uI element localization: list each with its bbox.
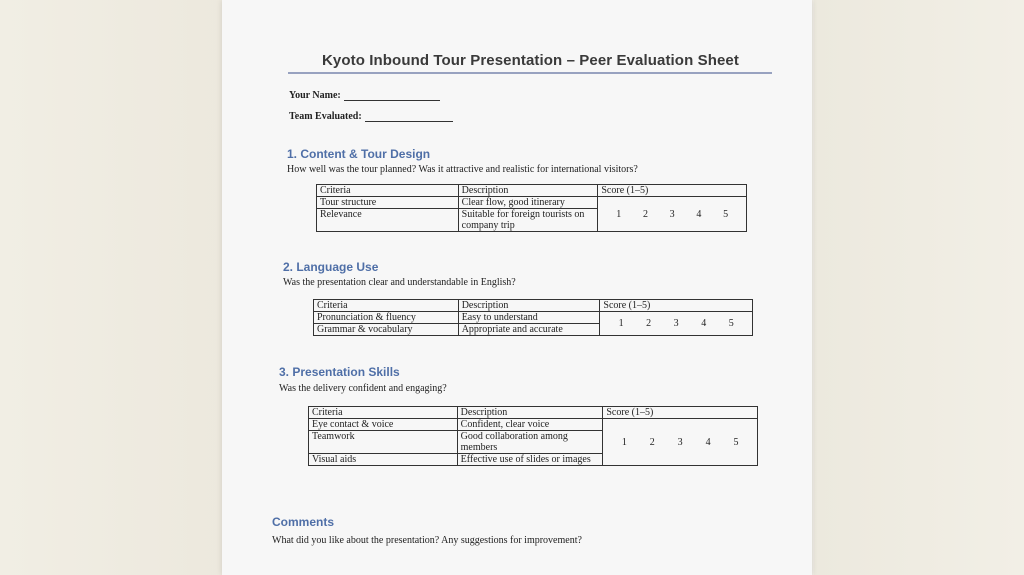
comments-heading: Comments [272,515,335,529]
score-option-3[interactable]: 3 [677,436,683,448]
criteria-cell: Visual aids [309,454,458,466]
score-scale[interactable] [601,209,743,220]
table-header-criteria: Criteria [314,300,459,312]
team-evaluated-label: Team Evaluated: [289,111,362,122]
section-2-table [313,299,753,336]
score-scale[interactable] [606,437,754,448]
score-option-3[interactable]: 3 [669,208,675,220]
criteria-cell: Grammar & vocabulary [314,324,459,336]
score-option-4[interactable]: 4 [701,318,707,329]
section-1-question: How well was the tour planned? Was it attractive and realistic for international visitors? [287,164,638,175]
your-name-blank[interactable] [344,90,440,101]
description-cell: Easy to understand [458,312,600,324]
table-header-description: Description [458,185,598,197]
description-cell: Good collaboration among members [457,431,603,454]
criteria-cell: Eye contact & voice [309,419,458,431]
section-2-question: Was the presentation clear and understandable in English? [283,277,516,288]
score-option-2[interactable]: 2 [646,318,652,329]
score-option-1[interactable]: 1 [618,318,624,329]
description-cell: Clear flow, good itinerary [458,197,598,209]
score-option-5[interactable]: 5 [733,436,739,448]
section-3-question: Was the delivery confident and engaging? [279,383,447,394]
comments-question: What did you like about the presentation? Any suggestions for improvement? [272,535,582,546]
section-3-table [308,406,758,466]
your-name-field[interactable] [289,90,440,101]
score-scale[interactable] [603,318,749,329]
title-underline [288,72,772,74]
table-header-criteria: Criteria [317,185,459,197]
table-header-score: Score (1–5) [598,185,747,197]
score-option-5[interactable]: 5 [723,208,729,220]
table-header-criteria: Criteria [309,407,458,419]
table-surface-left [0,0,240,575]
criteria-cell: Pronunciation & fluency [314,312,459,324]
page-title: Kyoto Inbound Tour Presentation – Peer Evaluation Sheet [322,52,739,69]
description-cell: Suitable for foreign tourists on company trip [458,209,598,232]
score-cell[interactable] [598,197,747,232]
criteria-cell: Teamwork [309,431,458,454]
score-option-1[interactable]: 1 [616,208,622,220]
score-option-2[interactable]: 2 [642,208,648,220]
section-1-heading: 1. Content & Tour Design [287,147,431,161]
description-cell: Confident, clear voice [457,419,603,431]
section-1-table [316,184,747,232]
score-option-3[interactable]: 3 [673,318,679,329]
section-2-heading: 2. Language Use [283,260,379,274]
description-cell: Appropriate and accurate [458,324,600,336]
table-surface-right [814,0,1024,575]
section-3-heading: 3. Presentation Skills [279,365,400,379]
score-option-2[interactable]: 2 [649,436,655,448]
description-cell: Effective use of slides or images [457,454,603,466]
team-evaluated-blank[interactable] [365,111,453,122]
criteria-cell: Relevance [317,209,459,232]
table-header-description: Description [457,407,603,419]
your-name-label: Your Name: [289,90,341,101]
score-cell[interactable] [603,419,758,466]
score-cell[interactable] [600,312,753,336]
score-option-4[interactable]: 4 [705,436,711,448]
table-header-description: Description [458,300,600,312]
table-header-score: Score (1–5) [600,300,753,312]
team-evaluated-field[interactable] [289,111,453,122]
score-option-5[interactable]: 5 [728,318,734,329]
table-header-score: Score (1–5) [603,407,758,419]
criteria-cell: Tour structure [317,197,459,209]
score-option-4[interactable]: 4 [696,208,702,220]
score-option-1[interactable]: 1 [621,436,627,448]
